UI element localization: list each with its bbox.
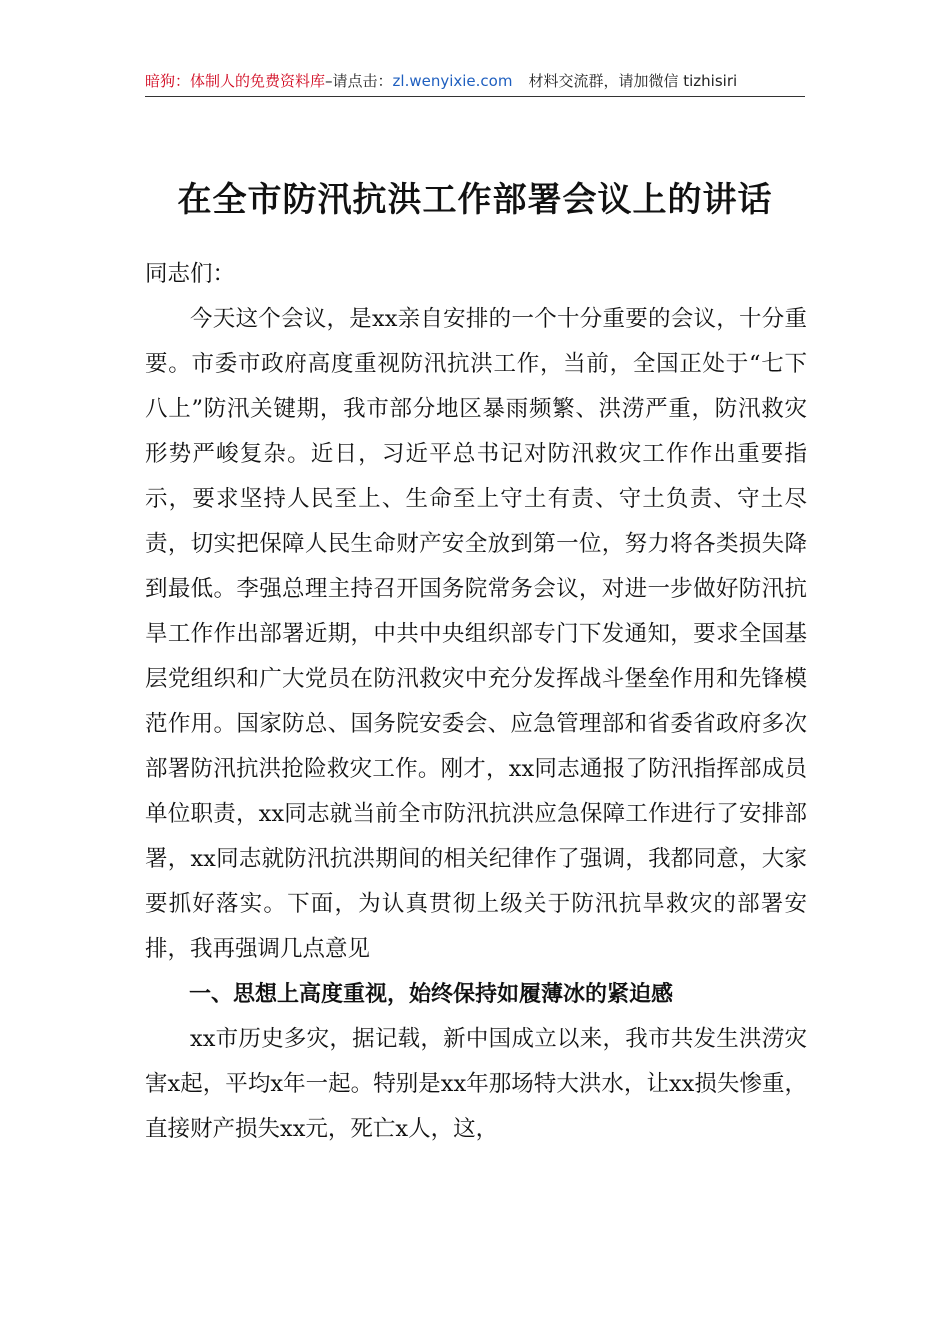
- paragraph-1: 今天这个会议，是xx亲自安排的一个十分重要的会议，十分重要。市委市政府高度重视防汛抗洪工作，当前，全国正处于“七下八上”防汛关键期，我市部分地区暴雨频繁、洪涝严重，防汛救灾形势严峻复杂。近日，习近平总书记对防汛救灾工作作出重要指示，要求坚持人民至上、生命至上守土有责、守土负责、守土尽责，切实把保障人民生命财产安全放到第一位，努力将各类损失降到最低。李强总理主持召开国务院常务会议，对进一步做好防汛抗旱工作作出部署近期，中共中央组织部专门下发通知，要求全国基层党组织和广大党员在防汛救灾中充分发挥战斗堡垒作用和先锋模范作用。国家防总、国务院安委会、应急管理部和省委省政府多次部署防汛抗洪抢险救灾工作。刚才，xx同志通报了防汛指挥部成员单位职责，xx同志就当前全市防汛抗洪应急保障工作进行了安排部署，xx同志就防汛抗洪期间的相关纪律作了强调，我都同意，大家要抓好落实。下面，为认真贯彻上级关于防汛抗旱救灾的部署安排，我再强调几点意见: [145, 306, 807, 962]
- header-wechat-note: 材料交流群，请加微信 tizhisiri: [528, 72, 738, 90]
- section-1-heading: 一、思想上高度重视，始终保持如履薄冰的紧迫感: [189, 982, 674, 1007]
- header-click-prompt: –请点击：: [325, 72, 393, 90]
- paragraph-2: xx市历史多灾，据记载，新中国成立以来，我市共发生洪涝灾害x起，平均x年一起。特别是xx年那场特大洪水，让xx损失惨重，直接财产损失xx元，死亡x人，这，: [145, 1026, 807, 1142]
- header-site-name: 暗狗：体制人的免费资料库: [145, 72, 326, 90]
- header-url-link[interactable]: zl.wenyixie.com: [392, 72, 513, 90]
- document-title: 在全市防汛抗洪工作部署会议上的讲话: [177, 180, 773, 220]
- salutation: 同志们：: [145, 261, 236, 287]
- document-body: [145, 252, 807, 1152]
- page-header: [145, 66, 805, 97]
